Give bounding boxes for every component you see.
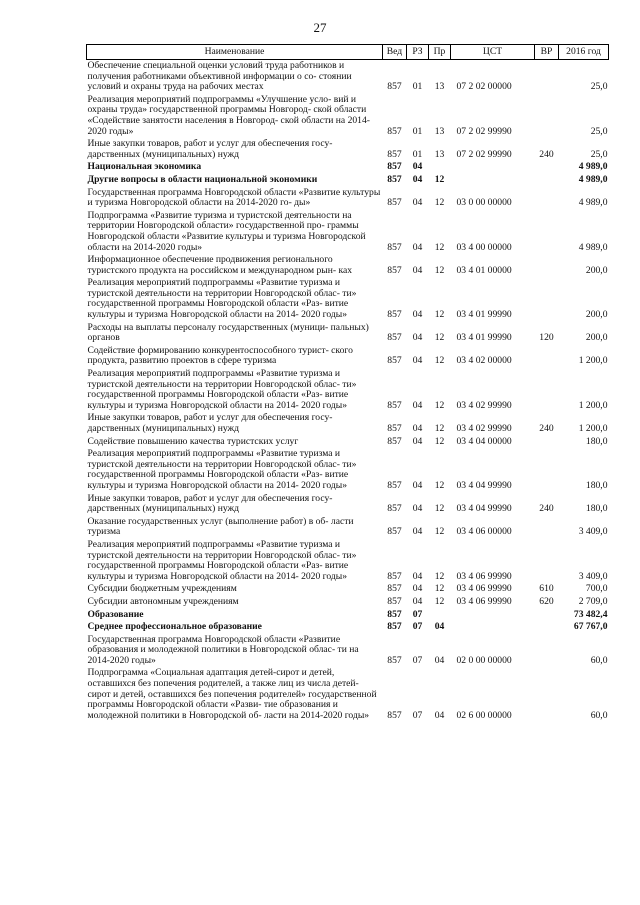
table-row [87, 254, 609, 277]
cell-ved: 857 [387, 621, 402, 633]
budget-table [86, 44, 609, 722]
cell-rz: 07 [412, 621, 423, 633]
cell-vr [535, 60, 559, 94]
cell-value: 4 989,0 [578, 197, 608, 209]
cell-pr: 12 [434, 399, 445, 411]
cell-vr [535, 368, 559, 412]
table-row [87, 634, 609, 668]
cell-rz: 04 [412, 197, 423, 209]
header-name: Наименование [87, 45, 383, 60]
cell-value: 60,0 [590, 709, 608, 721]
cell-vr [535, 345, 559, 368]
cell-pr: 13 [434, 125, 445, 137]
cell-vr [535, 436, 559, 449]
cell-pr: 12 [434, 355, 445, 367]
cell-value: 2 709,0 [578, 595, 608, 607]
table-row [87, 345, 609, 368]
table-row [87, 277, 609, 321]
table-row [87, 368, 609, 412]
cell-pr: 13 [434, 148, 445, 160]
cell-name: Реализация мероприятий подпрограммы «Развитие туризма и туристской деятельности на территории Новгородской облас- ти» государственной программы Новгородской области «Раз- витие культуры и туризма Новгородской области на 2014- 2020 годы» [87, 368, 357, 411]
cell-ved: 857 [387, 173, 402, 185]
table-row [87, 667, 609, 722]
cell-rz: 04 [412, 570, 423, 582]
cell-ved: 857 [387, 125, 402, 137]
cell-value: 4 989,0 [578, 161, 608, 173]
cell-name: Подпрограмма «Развитие туризма и туристской деятельности на территории Новгородской области» государственной про- граммы Новгородской области «Развитие культуры и туризма Новгородской области на 2014-2020 годы» [87, 209, 366, 253]
cell-value: 200,0 [585, 332, 608, 344]
table-row [87, 516, 609, 539]
cell-name: Расходы на выплаты персоналу государственных (муници- пальных) органов [87, 321, 369, 344]
cell-name: Подпрограмма «Социальная адаптация детей-сирот и детей, оставшихся без попечения родителей, а также лиц из числа детей-сирот и детей, оставшихся без попечения родителей» государственной программы Новгородской области «Разви- тие образования и молодежной политики в Новгородской об- ласти на 2014-2020 годы» [87, 667, 377, 721]
cell-name: Иные закупки товаров, работ и услуг для обеспечения госу- дарственных (муниципальных) нужд [87, 138, 333, 160]
cell-pr: 12 [434, 197, 445, 209]
cell-cst: 03 4 06 99990 [456, 583, 512, 595]
cell-vr [535, 621, 559, 634]
cell-value: 200,0 [585, 309, 608, 321]
cell-ved: 857 [387, 526, 402, 538]
cell-name: Содействие формированию конкурентоспособного турист- ского продукта, развитию проектов в сфере туризма [87, 344, 353, 367]
table-row [87, 583, 609, 596]
cell-vr [535, 174, 559, 187]
cell-rz: 01 [412, 148, 423, 160]
header-rz: РЗ [407, 45, 429, 60]
cell-pr: 12 [434, 423, 445, 434]
cell-rz: 04 [412, 241, 423, 253]
table-row [87, 210, 609, 254]
cell-cst: 03 4 06 99990 [456, 595, 512, 607]
cell-pr: 12 [434, 173, 445, 185]
table-row [87, 539, 609, 583]
cell-name: Государственная программа Новгородской области «Развитие образования и молодежной политики в Новгородской облас- ти на 2014-2020 годы» [87, 633, 359, 666]
cell-pr: 04 [434, 709, 445, 721]
cell-vr [535, 667, 559, 722]
cell-rz: 04 [412, 355, 423, 367]
cell-pr: 12 [434, 241, 445, 253]
cell-cst [451, 161, 535, 174]
cell-rz: 04 [412, 479, 423, 491]
cell-cst [451, 621, 535, 634]
cell-vr [535, 516, 559, 539]
cell-ved: 857 [387, 423, 402, 434]
header-ved: Вед [383, 45, 407, 60]
cell-pr: 12 [434, 264, 445, 276]
table-row [87, 621, 609, 634]
cell-rz: 04 [412, 173, 423, 185]
cell-cst [451, 174, 535, 187]
cell-cst: 03 4 01 00000 [456, 264, 512, 276]
cell-vr [535, 448, 559, 492]
cell-value: 67 767,0 [573, 621, 608, 633]
cell-rz: 04 [412, 332, 423, 344]
cell-vr [535, 94, 559, 138]
header-2016: 2016 год [559, 45, 609, 60]
header-vr: ВР [535, 45, 559, 60]
header-cst: ЦСТ [451, 45, 535, 60]
cell-vr: 240 [539, 503, 554, 515]
cell-vr [535, 609, 559, 622]
cell-ved: 857 [387, 355, 402, 367]
cell-value: 3 409,0 [578, 526, 608, 538]
cell-ved: 857 [387, 709, 402, 721]
cell-value: 4 989,0 [578, 241, 608, 253]
cell-pr [429, 609, 451, 622]
cell-name: Содействие повышению качества туристских услуг [87, 435, 299, 447]
cell-ved: 857 [387, 332, 402, 344]
cell-name: Другие вопросы в области национальной экономики [87, 173, 318, 185]
cell-value: 4 989,0 [578, 173, 608, 185]
cell-ved: 857 [387, 503, 402, 515]
cell-rz: 04 [412, 161, 423, 173]
table-row [87, 448, 609, 492]
cell-value: 200,0 [585, 264, 608, 276]
cell-pr: 12 [434, 526, 445, 538]
cell-ved: 857 [387, 241, 402, 253]
cell-cst: 02 6 00 00000 [456, 709, 512, 721]
cell-ved: 857 [387, 570, 402, 582]
cell-value: 3 409,0 [578, 570, 608, 582]
cell-vr: 610 [539, 583, 554, 595]
cell-ved: 857 [387, 479, 402, 491]
cell-cst: 07 2 02 99990 [456, 125, 512, 137]
cell-ved: 857 [387, 161, 402, 173]
cell-rz: 04 [412, 583, 423, 595]
cell-rz: 04 [412, 526, 423, 538]
cell-name: Образование [87, 608, 144, 620]
cell-ved: 857 [387, 309, 402, 321]
cell-cst: 03 4 02 00000 [456, 355, 512, 367]
cell-vr: 240 [539, 423, 554, 434]
cell-value: 25,0 [590, 148, 608, 160]
cell-rz: 01 [412, 81, 423, 93]
table-row [87, 174, 609, 187]
cell-pr: 12 [434, 479, 445, 491]
cell-rz: 04 [412, 264, 423, 276]
cell-ved: 857 [387, 583, 402, 595]
cell-ved: 857 [387, 595, 402, 607]
cell-pr: 13 [434, 81, 445, 93]
cell-vr [535, 634, 559, 668]
cell-cst: 03 4 02 99990 [456, 399, 512, 411]
cell-vr: 620 [539, 595, 554, 607]
cell-pr: 12 [434, 332, 445, 344]
cell-ved: 857 [387, 264, 402, 276]
cell-ved: 857 [387, 148, 402, 160]
cell-name: Иные закупки товаров, работ и услуг для обеспечения госу- дарственных (муниципальных) нужд [87, 412, 333, 434]
table-row [87, 412, 609, 435]
cell-name: Национальная экономика [87, 161, 202, 173]
cell-vr [535, 254, 559, 277]
cell-rz: 04 [412, 503, 423, 515]
cell-name: Реализация мероприятий подпрограммы «Развитие туризма и туристской деятельности на территории Новгородской облас- ти» государственной программы Новгородской области «Раз- витие культуры и туризма Новгородской области на 2014- 2020 годы» [87, 277, 357, 321]
table-header-row [87, 45, 609, 60]
cell-name: Информационное обеспечение продвижения регионального туристского продукта на российском и международном рын- ках [87, 254, 353, 276]
table-row [87, 596, 609, 609]
cell-value: 180,0 [585, 479, 608, 491]
table-row [87, 60, 609, 94]
table-row [87, 436, 609, 449]
cell-ved: 857 [387, 81, 402, 93]
cell-pr: 12 [434, 595, 445, 607]
table-row [87, 161, 609, 174]
cell-rz: 04 [412, 399, 423, 411]
cell-rz: 07 [412, 709, 423, 721]
cell-value: 700,0 [585, 583, 608, 595]
cell-value: 180,0 [585, 435, 608, 447]
cell-cst: 03 0 00 00000 [456, 197, 512, 209]
cell-name: Реализация мероприятий подпрограммы «Развитие туризма и туристской деятельности на территории Новгородской облас- ти» государственной программы Новгородской области «Раз- витие культуры и туризма Новгородской области на 2014- 2020 годы» [87, 538, 357, 582]
cell-name: Реализация мероприятий подпрограммы «Улучшение усло- вий и охраны труда» государственной программы Новгород- ской области «Содействие занятости населения в Новгород- ской области на 2014-2020 годы» [87, 93, 370, 137]
cell-pr: 12 [434, 435, 445, 447]
cell-value: 180,0 [585, 503, 608, 515]
cell-name: Субсидии бюджетным учреждениям [87, 583, 237, 595]
cell-ved: 857 [387, 435, 402, 447]
cell-vr [535, 161, 559, 174]
cell-cst: 07 2 02 00000 [456, 81, 512, 93]
cell-cst [451, 609, 535, 622]
cell-vr [535, 187, 559, 210]
cell-ved: 857 [387, 654, 402, 666]
cell-pr: 12 [434, 503, 445, 515]
cell-name: Реализация мероприятий подпрограммы «Развитие туризма и туристской деятельности на территории Новгородской облас- ти» государственной программы Новгородской области «Раз- витие культуры и туризма Новгородской области на 2014- 2020 годы» [87, 448, 357, 491]
cell-name: Обеспечение специальной оценки условий труда работников и получения работниками объективной информации о со- стоянии условий и охраны труда на рабочих местах [87, 60, 352, 93]
cell-rz: 04 [412, 595, 423, 607]
cell-cst: 03 4 01 99990 [456, 309, 512, 321]
cell-name: Оказание государственных услуг (выполнение работ) в об- ласти туризма [87, 515, 354, 538]
cell-name: Субсидии автономным учреждениям [87, 595, 239, 607]
cell-rz: 04 [412, 309, 423, 321]
cell-cst: 03 4 02 99990 [456, 423, 512, 434]
cell-vr [535, 277, 559, 321]
cell-cst: 03 4 04 99990 [456, 479, 512, 491]
cell-pr: 04 [434, 654, 445, 666]
cell-value: 25,0 [590, 125, 608, 137]
cell-value: 25,0 [590, 81, 608, 93]
cell-pr: 12 [434, 583, 445, 595]
cell-vr [535, 539, 559, 583]
cell-name: Среднее профессиональное образование [87, 621, 262, 633]
cell-rz: 07 [412, 608, 423, 620]
cell-pr [429, 161, 451, 174]
cell-cst: 02 0 00 00000 [456, 654, 512, 666]
cell-name: Иные закупки товаров, работ и услуг для обеспечения госу- дарственных (муниципальных) нужд [87, 492, 333, 515]
cell-rz: 07 [412, 654, 423, 666]
cell-cst: 03 4 01 99990 [456, 332, 512, 344]
table-row [87, 609, 609, 622]
cell-rz: 04 [412, 423, 423, 434]
cell-pr: 12 [434, 570, 445, 582]
cell-ved: 857 [387, 608, 402, 620]
cell-ved: 857 [387, 399, 402, 411]
table-row [87, 187, 609, 210]
page-number: 27 [313, 20, 327, 35]
cell-vr: 240 [539, 148, 554, 160]
cell-value: 1 200,0 [578, 399, 608, 411]
cell-cst: 03 4 06 00000 [456, 526, 512, 538]
cell-cst: 03 4 06 99990 [456, 570, 512, 582]
table-row [87, 138, 609, 161]
cell-cst: 03 4 00 00000 [456, 241, 512, 253]
table-row [87, 493, 609, 516]
cell-pr: 04 [434, 621, 445, 633]
cell-vr [535, 210, 559, 254]
cell-rz: 01 [412, 125, 423, 137]
cell-ved: 857 [387, 197, 402, 209]
cell-pr: 12 [434, 309, 445, 321]
cell-name: Государственная программа Новгородской области «Развитие культуры и туризма Новгородской области на 2014-2020 го- ды» [87, 186, 381, 209]
cell-value: 73 482,4 [573, 608, 608, 620]
cell-cst: 07 2 02 99990 [456, 148, 512, 160]
cell-cst: 03 4 04 99990 [456, 503, 512, 515]
header-pr: Пр [429, 45, 451, 60]
cell-value: 1 200,0 [578, 423, 608, 434]
cell-vr: 120 [539, 332, 554, 344]
cell-value: 1 200,0 [578, 355, 608, 367]
table-row [87, 322, 609, 345]
table-row [87, 94, 609, 138]
cell-rz: 04 [412, 435, 423, 447]
cell-cst: 03 4 04 00000 [456, 435, 512, 447]
cell-value: 60,0 [590, 654, 608, 666]
